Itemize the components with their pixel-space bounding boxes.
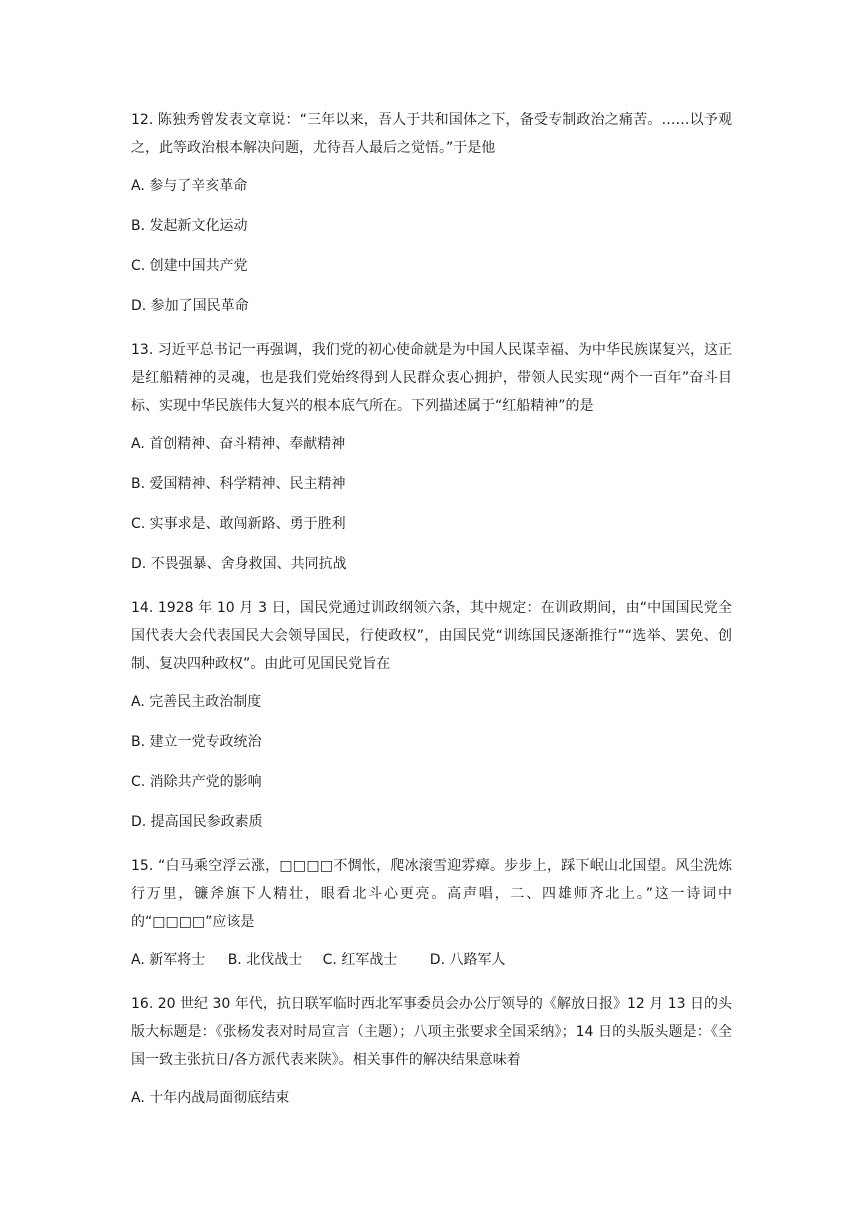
option-b: B. 建立一党专政统治 (131, 734, 262, 750)
option-c: C. 实事求是、敢闯新路、勇于胜利 (131, 516, 346, 532)
option-a: A. 十年内战局面彻底结束 (131, 1090, 290, 1106)
question-12 (131, 106, 732, 316)
option-a: A. 首创精神、奋斗精神、奉献精神 (131, 436, 346, 452)
question-stem: 13. 习近平总书记一再强调，我们党的初心使命就是为中国人民谋幸福、为中华民族谋复兴，这正是红船精神的灵魂，也是我们党始终得到人民群众衷心拥护，带领人民实现“两个一百年”奋斗目标、实现中华民族伟大复兴的根本底气所在。下列描述属于“红船精神”的是 (131, 342, 732, 414)
option-a: A. 参与了辛亥革命 (131, 178, 248, 194)
option-d: D. 提高国民参政素质 (131, 814, 263, 830)
question-stem: 16. 20 世纪 30 年代，抗日联军临时西北军事委员会办公厅领导的《解放日报》12 月 13 日的头版大标题是：《张杨发表对时局宣言（主题）；八项主张要求全国采纳》；14 日的头版头题是：《全国一致主张抗日/各方派代表来陕》。相关事件的解决结果意味着 (131, 996, 732, 1068)
question-stem: 12. 陈独秀曾发表文章说：“三年以来，吾人于共和国体之下，备受专制政治之痛苦。……以予观之，此等政治根本解决问题，尤待吾人最后之觉悟。”于是他 (131, 112, 732, 156)
option-c: C. 创建中国共产党 (131, 258, 248, 274)
option-b: B. 发起新文化运动 (131, 218, 248, 234)
inline-options-row (131, 950, 732, 970)
question-15 (131, 852, 732, 970)
option-b: B. 爱国精神、科学精神、民主精神 (131, 476, 346, 492)
question-13 (131, 336, 732, 574)
question-14 (131, 594, 732, 832)
option-b: B. 北伐战士 (227, 952, 303, 968)
option-d: D. 不畏强暴、舍身救国、共同抗战 (131, 556, 347, 572)
option-d: D. 八路军人 (429, 952, 506, 968)
option-d: D. 参加了国民革命 (131, 298, 249, 314)
option-c: C. 红军战士 (322, 952, 398, 968)
option-a: A. 新军将士 (131, 952, 206, 968)
question-16 (131, 990, 732, 1108)
option-a: A. 完善民主政治制度 (131, 694, 262, 710)
option-c: C. 消除共产党的影响 (131, 774, 262, 790)
question-stem: 14. 1928 年 10 月 3 日，国民党通过训政纲领六条，其中规定：在训政期间，由“中国国民党全国代表大会代表国民大会领导国民，行使政权”，由国民党“训练国民逐渐推行”“选举、罢免、创制、复决四种政权”。由此可见国民党旨在 (131, 600, 732, 672)
question-stem: 15. “白马乘空浮云涨，□□□□不惆怅，爬冰滚雪迎雰瘴。步步上，踩下岷山北国望。风尘洗炼行万里，镰斧旗下人精壮，眼看北斗心更亮。高声唱，二、四雄师齐北上。”这一诗词中的“□□□□”应该是 (131, 858, 732, 930)
